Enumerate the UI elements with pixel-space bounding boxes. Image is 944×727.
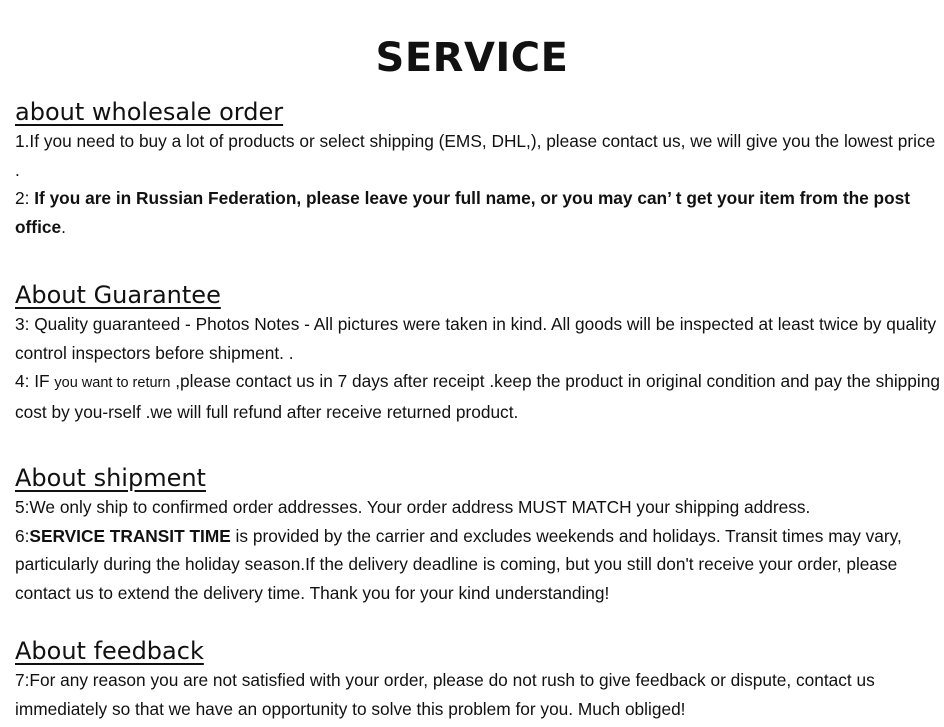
section-heading-shipment: About shipment bbox=[15, 464, 206, 492]
item-7-text: 7:For any reason you are not satisfied with your order, please do not rush to give feedback or dispute, contact us immediately so that we have an opportunity to solve this problem for you. Much obliged! bbox=[15, 670, 875, 719]
section-shipment bbox=[15, 463, 941, 607]
item-4-prefix: 4: IF bbox=[15, 371, 55, 391]
item-6-bold: SERVICE TRANSIT TIME bbox=[29, 525, 231, 546]
item-2-suffix: . bbox=[61, 216, 66, 237]
section-heading-feedback: About feedback bbox=[15, 637, 204, 665]
item-2-text bbox=[15, 184, 941, 241]
item-6-suffix: is provided by the carrier and excludes weekends and holidays. Transit times may vary, particularly during the holiday season.If the delivery deadline is coming, but you still don't receive your order, please contact us to extend the delivery time. Thank you for your kind understanding! bbox=[15, 525, 902, 603]
section-feedback bbox=[15, 636, 941, 723]
item-6-text bbox=[15, 522, 941, 608]
section-wholesale-order bbox=[15, 97, 941, 241]
item-4-small: you want to return bbox=[54, 375, 171, 391]
page-title: SERVICE bbox=[375, 35, 569, 81]
item-6-prefix: 6: bbox=[15, 525, 30, 546]
item-4-suffix: ,please contact us in 7 days after receipt .keep the product in original condition and pay the shipping cost by you-rself .we will full refund after receive returned product. bbox=[15, 371, 940, 422]
item-4-text bbox=[15, 367, 941, 426]
section-guarantee bbox=[15, 280, 941, 426]
item-5-text: 5:We only ship to confirmed order addresses. Your order address MUST MATCH your shipping address. bbox=[15, 497, 811, 517]
item-2-bold: If you are in Russian Federation, please leave your full name, or you may can’ t get your item from the post office bbox=[15, 188, 911, 237]
item-3-text: 3: Quality guaranteed - Photos Notes - All pictures were taken in kind. All goods will be inspected at least twice by quality control inspectors before shipment. . bbox=[15, 314, 937, 363]
section-heading-wholesale: about wholesale order bbox=[15, 98, 284, 126]
item-1-text: 1.If you need to buy a lot of products or select shipping (EMS, DHL,), please contact us, we will give you the lowest price . bbox=[15, 131, 936, 180]
item-2-prefix: 2: bbox=[15, 188, 35, 208]
section-heading-guarantee: About Guarantee bbox=[15, 281, 221, 309]
